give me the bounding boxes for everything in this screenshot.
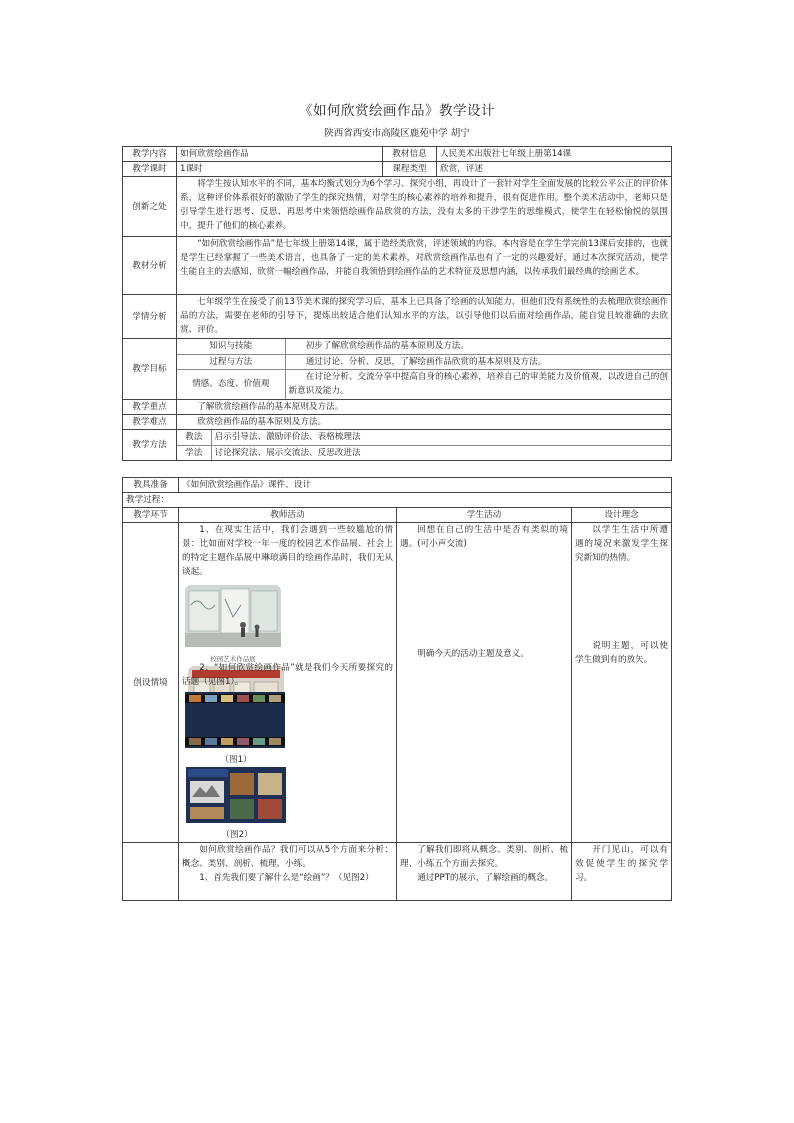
label-hours: 教学课时 bbox=[123, 162, 177, 177]
figure-1-label: （图1） bbox=[220, 755, 252, 765]
goal-attitude-text: 在讨论分析、交流分享中提高自身的核心素养，培养自己的审美能力及价值观，以改进自己的创新意识及能力。 bbox=[288, 371, 668, 396]
label-course-type: 课程类型 bbox=[383, 162, 437, 177]
label-textbook-info: 教材信息 bbox=[383, 147, 437, 162]
value-course-type: 欣赏，评述 bbox=[437, 162, 672, 177]
goal-knowledge-label: 知识与技能 bbox=[177, 339, 285, 354]
label-content: 教学内容 bbox=[123, 147, 177, 162]
label-difficulty: 教学难点 bbox=[123, 415, 177, 430]
teacher-text-1: 1、在现实生活中，我们会遇到一些较尴尬的情景：比如面对学校一年一度的校园艺术作品展、社会上的特定主题作品展中琳琅满目的绘画作品时，我们无从谈起。 bbox=[182, 525, 393, 577]
methods-subtable bbox=[177, 430, 671, 460]
value-hours: 1课时 bbox=[177, 162, 383, 177]
method-learn-label: 学法 bbox=[177, 445, 211, 460]
innovation-text: 将学生按认知水平的不同，基本均衡式划分为6个学习、探究小组，再设计了一套针对学生全面发展的比较公平公正的评价体系，这种评价体系很好的激励了学生的探究热情，对学生的核心素养的培养和提升，很有促进作用。整个美术活动中，老师只是引导学生进行思考、反思、再思考中来领悟绘画作品欣赏的方法，没有太多的干涉学生的思维模式，使学生在轻松愉悦的氛围中，提升了他们的核心素养。 bbox=[177, 177, 672, 237]
teacher-text-2: 2、“如何欣赏绘画作品”就是我们今天所要探究的话题（见图1）。 bbox=[182, 663, 393, 687]
design-text-3: 开门见山，可以有效促使学生的探究学习。 bbox=[575, 845, 669, 883]
design-text-1: 以学生生活中所遭遇的境况来激发学生探究新知的热情。 bbox=[575, 525, 669, 563]
student-activity-2 bbox=[397, 843, 572, 901]
teacher-activity-1 bbox=[179, 523, 397, 843]
header-student: 学生活动 bbox=[397, 508, 572, 523]
design-text-2: 说明主题，可以使学生做到有的放矢。 bbox=[575, 641, 669, 665]
teacher-text-3: 如何欣赏绘画作品？我们可以从5个方面来分析：概念、类别、剖析、梳理、小练。 bbox=[182, 845, 393, 869]
label-goals: 教学目标 bbox=[123, 339, 177, 400]
label-key-point: 教学重点 bbox=[123, 400, 177, 415]
method-teach-text: 启示引导法、激励评价法、表格梳理法 bbox=[211, 430, 671, 445]
figure-1-slide bbox=[185, 692, 285, 748]
teacher-text-4: 1、首先我们要了解什么是“绘画”？（见图2） bbox=[199, 873, 374, 883]
figure-2-slide bbox=[186, 767, 286, 823]
photo-row bbox=[182, 585, 393, 663]
student-text-3: 了解我们即将从概念、类别、剖析、梳理、小练五个方面去探究。 bbox=[400, 845, 568, 869]
goal-attitude-label: 情感、态度、价值观 bbox=[177, 369, 285, 399]
design-concept-1 bbox=[572, 523, 672, 843]
figure-2 bbox=[186, 767, 288, 842]
value-content: 如何欣赏绘画作品 bbox=[177, 147, 383, 162]
student-text-1: 回想在自己的生活中是否有类似的境遇。(可小声交流) bbox=[400, 525, 568, 549]
teaching-process-table bbox=[122, 477, 672, 901]
student-analysis-text: 七年级学生在接受了前13节美术课的探究学习后，基本上已具备了绘画的认知能力，但他们没有系统性的去梳理欣赏绘画作品的方法，需要在老师的引导下，提炼出较适合他们认知水平的方法，以引导他们以后面对绘画作品，能自觉且较准确的去欣赏、评价。 bbox=[177, 295, 672, 339]
goals-subtable bbox=[177, 339, 671, 399]
method-learn-text: 讨论探究法、展示交流法、反思改进法 bbox=[214, 447, 361, 458]
label-textbook-analysis: 教材分析 bbox=[123, 237, 177, 295]
lesson-overview-table bbox=[122, 146, 672, 461]
stage-blank bbox=[123, 843, 179, 901]
goal-process-label: 过程与方法 bbox=[177, 354, 285, 369]
goal-knowledge-text: 初步了解欣赏绘画作品的基本原则及方法。 bbox=[285, 339, 671, 354]
label-prep: 教具准备 bbox=[123, 478, 179, 493]
design-concept-2 bbox=[572, 843, 672, 901]
teacher-activity-2 bbox=[179, 843, 397, 901]
student-activity-1 bbox=[397, 523, 572, 843]
difficulty-text: 欣赏绘画作品的基本原则及方法。 bbox=[177, 415, 672, 430]
header-teacher: 教师活动 bbox=[179, 508, 397, 523]
textbook-analysis-text: “如何欣赏绘画作品”是七年级上册第14课，属于造经类欣赏，评述领域的内容。本内容是在学生学完前13课后安排的，也就是学生已经掌握了一些美术语言，也具备了一定的美术素养，对欣赏绘画作品也有了一定的兴趣爱好，通过本次探究活动，使学生能自主的去感知、欣赏一幅绘画作品，并能自我领悟到绘画作品的艺术特征及思想内涵，以传承我们最经典的绘画艺术。 bbox=[177, 237, 672, 295]
label-student-analysis: 学情分析 bbox=[123, 295, 177, 339]
figure-2-label: （图2） bbox=[221, 830, 253, 840]
photo-school-exhibition bbox=[185, 585, 285, 666]
value-textbook-info: 人民美术出版社七年级上册第14课 bbox=[437, 147, 672, 162]
student-text-4: 通过PPT的展示，了解绘画的概念。 bbox=[417, 873, 554, 883]
stage-scenario: 创设情境 bbox=[123, 523, 179, 843]
school-exhibition-image bbox=[185, 585, 281, 647]
figure-1 bbox=[185, 692, 287, 767]
label-methods: 教学方法 bbox=[123, 430, 177, 461]
label-innovation: 创新之处 bbox=[123, 177, 177, 237]
process-heading: 教学过程： bbox=[123, 493, 672, 508]
photo-caption-1: 校园艺术作品展 bbox=[210, 655, 256, 663]
document-title: 《如何欣赏绘画作品》教学设计 bbox=[299, 103, 495, 119]
method-teach-label: 教法 bbox=[177, 430, 211, 445]
prep-text: 《如何欣赏绘画作品》课件、设计 bbox=[179, 478, 672, 493]
goal-process-text: 通过讨论、分析、反思，了解绘画作品欣赏的基本原则及方法。 bbox=[285, 354, 671, 369]
student-text-2: 明确今天的活动主题及意义。 bbox=[417, 649, 529, 659]
header-design: 设计理念 bbox=[572, 508, 672, 523]
header-stage: 教学环节 bbox=[123, 508, 179, 523]
author-line: 陕西省西安市高陵区鹿苑中学 胡宁 bbox=[324, 128, 470, 139]
key-point-text: 了解欣赏绘画作品的基本原则及方法。 bbox=[177, 400, 672, 415]
